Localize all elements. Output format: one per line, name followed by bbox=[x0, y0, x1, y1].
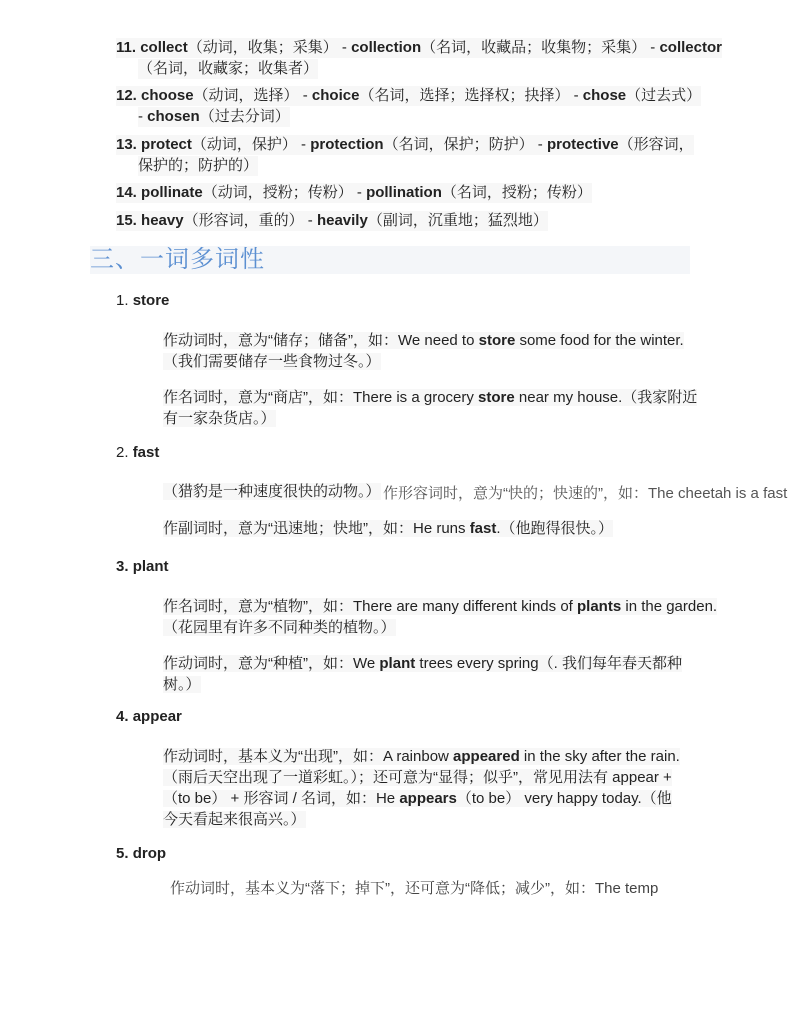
keyword: store bbox=[478, 389, 515, 406]
text: .（他跑得很快。） bbox=[496, 520, 614, 537]
keyword: plant bbox=[379, 655, 416, 672]
list-number: 14. bbox=[116, 184, 137, 201]
text: 作形容词时，意为“快的；快速的”，如：The cheetah is a fast bbox=[383, 485, 788, 502]
gloss: （名词，收藏品；收集物；采集） bbox=[421, 39, 647, 56]
dash: - bbox=[533, 136, 547, 153]
word: pollinate bbox=[141, 184, 203, 201]
item-title-drop bbox=[116, 844, 166, 864]
gloss: （动词，授粉；传粉） bbox=[202, 184, 353, 201]
dash: - bbox=[352, 184, 367, 201]
translation: 今天看起来很高兴。） bbox=[163, 811, 306, 828]
word: chosen bbox=[147, 108, 200, 125]
list-item-12-line1 bbox=[116, 86, 701, 106]
dash: - bbox=[138, 108, 148, 125]
paragraph bbox=[163, 387, 723, 429]
translation: 树。） bbox=[163, 676, 201, 693]
word: pollination bbox=[366, 184, 442, 201]
paragraph bbox=[163, 330, 723, 372]
item-word: store bbox=[132, 292, 170, 309]
section-heading: 三、一词多词性 bbox=[90, 246, 690, 274]
keyword: plants bbox=[577, 598, 622, 615]
word: protect bbox=[141, 136, 192, 153]
keyword: fast bbox=[469, 520, 497, 537]
item-number: 4. bbox=[116, 708, 129, 725]
gloss: （过去分词） bbox=[199, 108, 290, 125]
item-title-plant bbox=[116, 557, 169, 577]
gloss: 保护的；防护的） bbox=[138, 157, 259, 174]
item-number: 3. bbox=[116, 558, 129, 575]
gloss: （形容词，重的） bbox=[183, 212, 304, 229]
translation: （猎豹是一种速度很快的动物。） bbox=[163, 483, 381, 500]
list-item-13-line1 bbox=[116, 135, 694, 155]
list-number: 12. bbox=[116, 87, 137, 104]
keyword: appears bbox=[399, 790, 457, 807]
cut-off-text-fragment bbox=[170, 880, 660, 897]
text: in the garden. bbox=[621, 598, 718, 615]
paragraph bbox=[163, 653, 723, 695]
word: protective bbox=[546, 136, 619, 153]
list-item-14 bbox=[116, 183, 592, 203]
text: near my house.（我家附近 bbox=[514, 389, 698, 406]
text: （to be） very happy today.（他 bbox=[456, 790, 672, 807]
list-item-13-line2 bbox=[138, 156, 258, 176]
list-item-15 bbox=[116, 211, 548, 231]
dash: - bbox=[296, 136, 311, 153]
item-title-fast bbox=[116, 443, 159, 463]
gloss: （过去式） bbox=[626, 87, 702, 104]
item-title-store bbox=[116, 291, 169, 311]
text: trees every spring（. 我们每年春天都种 bbox=[415, 655, 682, 672]
list-number: 13. bbox=[116, 136, 137, 153]
list-item-11-line2 bbox=[138, 59, 318, 79]
text: some food for the winter. bbox=[515, 332, 684, 349]
dash: - bbox=[646, 39, 660, 56]
translation: （花园里有许多不同种类的植物。） bbox=[163, 619, 396, 636]
paragraph bbox=[163, 596, 763, 638]
text: 作副词时，意为“迅速地；快地”，如：He runs bbox=[163, 520, 470, 537]
item-word: plant bbox=[132, 558, 169, 575]
text: （to be） + 形容词 / 名词，如：He bbox=[163, 790, 400, 807]
gloss: （动词，选择） bbox=[193, 87, 299, 104]
gloss: （名词，授粉；传粉） bbox=[441, 184, 592, 201]
text: 作动词时，基本义为“落下；掉下”，还可意为“降低；减少”，如：The temp bbox=[170, 880, 659, 897]
translation: 有一家杂货店。） bbox=[163, 410, 276, 427]
list-item-11-line1 bbox=[116, 38, 722, 58]
dash: - bbox=[303, 212, 317, 229]
gloss: （动词，保护） bbox=[191, 136, 297, 153]
list-number: 11. bbox=[116, 39, 137, 56]
item-number: 1. bbox=[116, 292, 129, 309]
overlapping-text-fragment bbox=[163, 482, 788, 502]
dash: - bbox=[298, 87, 312, 104]
keyword: appeared bbox=[453, 748, 520, 765]
word: heavy bbox=[141, 212, 184, 229]
text: （雨后天空出现了一道彩虹。）；还可意为“显得；似乎”，常见用法有 appear + bbox=[163, 769, 672, 786]
gloss: （名词，收藏家；收集者） bbox=[138, 60, 319, 77]
word: choose bbox=[141, 87, 194, 104]
paragraph bbox=[163, 746, 723, 830]
text: 作动词时，基本义为“出现”，如：A rainbow bbox=[163, 748, 454, 765]
item-word: drop bbox=[132, 845, 167, 862]
text: 作动词时，意为“种植”，如：We bbox=[163, 655, 380, 672]
list-number: 15. bbox=[116, 212, 137, 229]
item-number: 5. bbox=[116, 845, 129, 862]
list-item-12-line2 bbox=[138, 107, 290, 127]
text: 作名词时，意为“商店”，如：There is a grocery bbox=[163, 389, 479, 406]
item-number: 2. bbox=[116, 444, 129, 461]
text: in the sky after the rain. bbox=[519, 748, 680, 765]
word: chose bbox=[582, 87, 627, 104]
item-word: fast bbox=[132, 444, 160, 461]
word: protection bbox=[310, 136, 384, 153]
gloss: （副词，沉重地；猛烈地） bbox=[367, 212, 548, 229]
word: collection bbox=[351, 39, 422, 56]
gloss: （动词，收集；采集） bbox=[187, 39, 338, 56]
gloss: （名词，保护；防护） bbox=[383, 136, 534, 153]
item-word: appear bbox=[132, 708, 182, 725]
paragraph bbox=[163, 518, 723, 539]
item-title-appear bbox=[116, 707, 182, 727]
word: choice bbox=[311, 87, 360, 104]
gloss: （形容词， bbox=[618, 136, 694, 153]
keyword: store bbox=[478, 332, 516, 349]
word: heavily bbox=[316, 212, 368, 229]
text: 作名词时，意为“植物”，如：There are many different kinds of bbox=[163, 598, 577, 615]
dash: - bbox=[337, 39, 352, 56]
text: 作动词时，意为“储存；储备”，如：We need to bbox=[163, 332, 479, 349]
dash: - bbox=[569, 87, 583, 104]
gloss: （名词，选择；选择权；抉择） bbox=[359, 87, 570, 104]
word: collector bbox=[659, 39, 722, 56]
translation: （我们需要储存一些食物过冬。） bbox=[163, 353, 381, 370]
word: collect bbox=[140, 39, 188, 56]
